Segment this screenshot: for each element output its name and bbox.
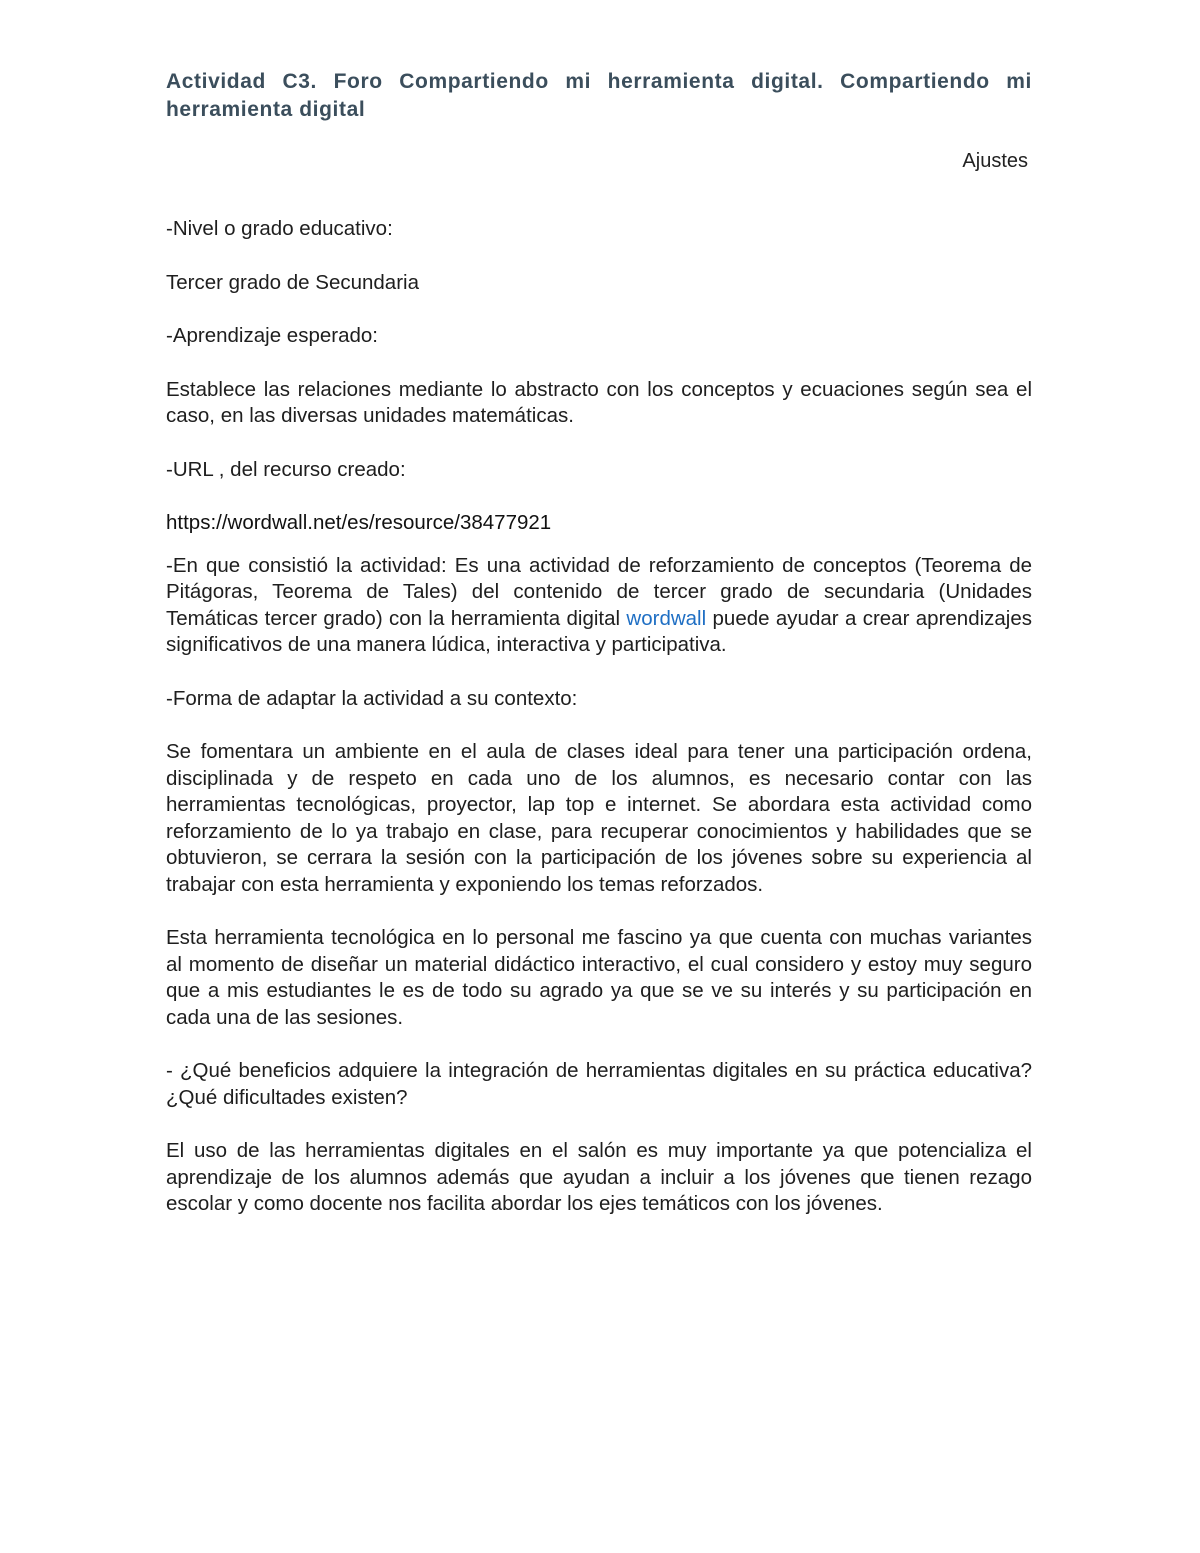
document-page <box>166 68 1032 1218</box>
url-label: -URL , del recurso creado: <box>166 457 406 481</box>
aprendizaje-value: Establece las relaciones mediante lo abstracto con los conceptos y ecuaciones según sea el caso, en las diversas unidades matemáticas. <box>166 377 1032 427</box>
nivel-label: -Nivel o grado educativo: <box>166 217 393 240</box>
nivel-value: Tercer grado de Secundaria <box>166 270 419 294</box>
aprendizaje-label: -Aprendizaje esperado: <box>166 324 378 347</box>
actividad-paragraph <box>166 553 1032 659</box>
settings-link[interactable]: Ajustes <box>962 150 1028 172</box>
herramienta-paragraph: Esta herramienta tecnológica en lo personal me fascino ya que cuenta con muchas variantes al momento de diseñar un material didáctico interactivo, el cual considero y estoy muy seguro que a mis estudiantes le es de todo su agrado ya que se ve su interés y su participación en cada una de las sesiones. <box>166 926 1032 1029</box>
pregunta-paragraph: - ¿Qué beneficios adquiere la integración de herramientas digitales en su práctica educativa? ¿Qué dificultades existen? <box>166 1059 1032 1109</box>
actividad-text-before: -En que consistió la actividad: Es una actividad de reforzamiento de conceptos (Teorema de Pitágoras, Teorema de Tales) del contenido de tercer grado de secundaria (Unidades Temáticas tercer grado) con la herramienta digital <box>166 553 1032 630</box>
respuesta-paragraph: El uso de las herramientas digitales en el salón es muy importante ya que potencializa el aprendizaje de los alumnos además que ayudan a incluir a los jóvenes que tienen rezago escolar y como docente nos facilita abordar los ejes temáticos con los jóvenes. <box>166 1139 1032 1215</box>
document-title: Actividad C3. Foro Compartiendo mi herramienta digital. Compartiendo mi herramienta digital <box>166 70 1032 121</box>
actividad-text-after: puede ayudar a crear aprendizajes significativos de una manera lúdica, interactiva y participativa. <box>166 606 1033 656</box>
wordwall-link[interactable]: wordwall <box>626 606 707 630</box>
resource-url-link[interactable]: https://wordwall.net/es/resource/38477921 <box>166 511 552 534</box>
forma-label: -Forma de adaptar la actividad a su contexto: <box>166 686 578 710</box>
url-value <box>166 510 1032 537</box>
forma-value: Se fomentara un ambiente en el aula de clases ideal para tener una participación ordena, disciplinada y de respeto en cada uno de los alumnos, es necesario contar con las herramientas tecnológicas, proyector, lap top e internet. Se abordara esta actividad como reforzamiento de lo ya trabajo en clase, para recuperar conocimientos y habilidades que se obtuvieron, se cerrara la sesión con la participación de los jóvenes sobre su experiencia al trabajar con esta herramienta y exponiendo los temas reforzados. <box>166 740 1032 896</box>
